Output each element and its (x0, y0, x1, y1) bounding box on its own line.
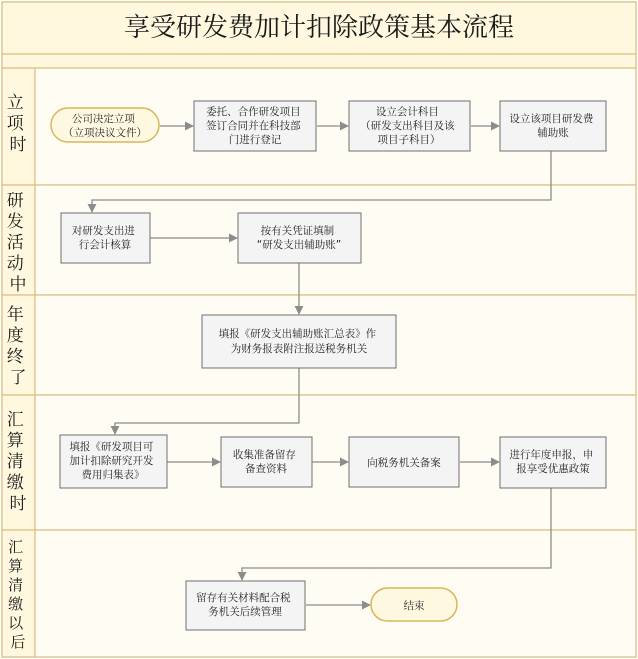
text-line: 辅助账 (537, 127, 569, 139)
node-text (367, 456, 441, 469)
diagram-title: 享受研发费加计扣除政策基本流程 (123, 13, 515, 43)
lane-label-char: 立 (6, 93, 24, 113)
lane-label-char: 以 (8, 614, 24, 632)
lane-label-char: 汇 (8, 538, 24, 556)
node-accounting (61, 213, 150, 263)
node-set-accounts (349, 101, 470, 151)
lane-label-char: 清 (8, 576, 24, 594)
process-box (61, 213, 150, 263)
lane-label-char: 了 (9, 368, 27, 388)
lane-label-char: 算 (8, 557, 24, 575)
lane-label (8, 538, 28, 651)
lane-label (7, 191, 29, 295)
lane-label-char: 时 (9, 494, 27, 514)
text-line: 行会计核算 (78, 239, 132, 251)
node-expense-form (60, 435, 167, 488)
lane-body (35, 530, 636, 657)
process-box (202, 315, 396, 368)
text-line: （立项决议文件） (63, 127, 147, 139)
lane-label-char: 缴 (6, 473, 24, 493)
node-start (51, 108, 159, 142)
swimlane-5 (2, 530, 636, 657)
lane-label-char: 算 (6, 431, 24, 451)
lane-label-char: 终 (6, 347, 24, 367)
text-line: 设立该项目研发费 (509, 113, 594, 125)
lane-label (7, 93, 29, 155)
lane-label-char: 缴 (8, 595, 24, 613)
lane-label-char: 活 (6, 233, 24, 253)
node-text (69, 440, 156, 481)
node-end (371, 588, 457, 621)
text-line: 按有关凭证填制 (260, 225, 335, 237)
text-line: 对研发支出进 (71, 225, 135, 237)
node-file-record (349, 437, 459, 487)
process-box (221, 437, 312, 487)
lane-label-char: 时 (9, 135, 27, 155)
lane-label-char: 年 (6, 305, 24, 325)
text-line: “研发支出辅助账” (256, 239, 342, 251)
text-line: 报享受优惠政策 (516, 463, 590, 475)
text-line: （研发支出科目及该 (360, 120, 455, 132)
node-collect-documents (221, 437, 312, 487)
lane-label-char: 发 (6, 212, 24, 232)
text-line: 签订合同并在科技部 (206, 120, 301, 132)
lane-label-char: 汇 (6, 410, 24, 430)
text-line: 加计扣除研究开发 (69, 455, 154, 467)
node-annual-declaration (500, 437, 606, 488)
text-line: 进行年度申报，申 (509, 449, 594, 461)
text-line: 收集准备留存 (232, 449, 296, 461)
text-line: 留存有关材料配合税 (196, 592, 291, 604)
text-line: 费用归集表》 (81, 469, 145, 481)
node-summary-report (202, 315, 396, 368)
lane-label-char: 项 (6, 114, 24, 134)
lane-label-char: 研 (6, 191, 24, 211)
text-line: 填报《研发项目可 (69, 441, 154, 453)
text-line: 门进行登记 (228, 134, 282, 146)
text-line: 向税务机关备案 (367, 457, 441, 469)
text-line: 项目子科目） (377, 134, 441, 146)
node-auxiliary-ledger (500, 101, 606, 151)
text-line: 填报《研发支出辅助账汇总表》作 (218, 328, 377, 340)
process-box (500, 101, 606, 151)
header-strip (2, 54, 636, 68)
node-retain-materials (186, 581, 305, 630)
lane-label-char: 动 (6, 254, 24, 274)
lane-label-char: 后 (10, 633, 26, 651)
text-line: 公司决定立项 (71, 113, 135, 125)
lane-label-char: 清 (6, 452, 24, 472)
node-register-contract (194, 101, 316, 151)
text-line: 为财务报表附注报送税务机关 (230, 343, 368, 355)
text-line: 委托、合作研发项目 (206, 106, 301, 118)
lane-label-char: 度 (6, 326, 24, 346)
node-end-text (404, 599, 425, 612)
text-line: 结束 (403, 600, 425, 612)
process-box (238, 213, 361, 263)
text-line: 设立会计科目 (375, 106, 439, 118)
text-line: 务机关后续管理 (208, 606, 282, 618)
text-line: 备查资料 (245, 463, 287, 475)
node-fill-ledger (238, 213, 361, 263)
lane-label (7, 410, 29, 514)
lane-label-char: 中 (9, 275, 27, 295)
